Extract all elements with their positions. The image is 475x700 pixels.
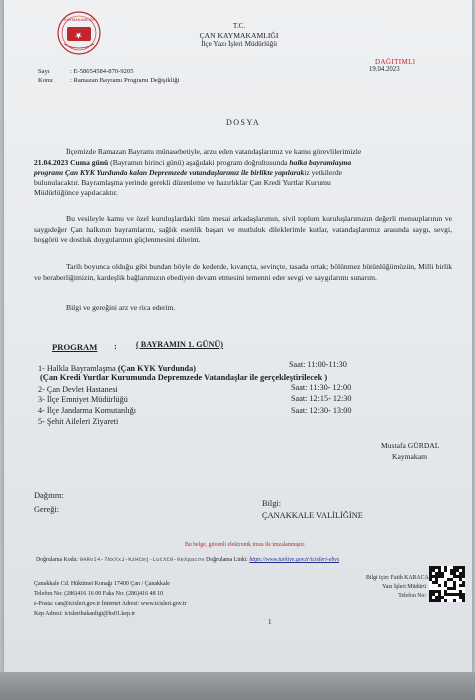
konu-label: Konu [38, 77, 53, 84]
bilgi-label: Bilgi: [262, 499, 282, 508]
program-item-3-time: Saat: 12:15- 12:30 [291, 394, 352, 403]
bilgi-recipient: ÇANAKKALE VALİLİĞİNE [262, 511, 363, 520]
sayi-label: Sayı [38, 68, 50, 75]
qr-module [462, 575, 465, 578]
program-item-1: 1- Halkla Bayramlaşma (Çan KYK Yurdunda) [38, 364, 196, 373]
qr-module [462, 599, 465, 602]
program-label: PROGRAM [52, 342, 98, 352]
document-date: 19.04.2023 [369, 66, 400, 73]
info-contact-role: Yazı İşleri Müdürü [382, 584, 426, 590]
qr-module [444, 599, 447, 602]
esign-note: Bu belge, güvenli elektronik imza ile imzalanmıştır. [185, 542, 306, 548]
paragraph-1-line-3: programı Çan KYK Yurdunda kalan Depremzede vatandaşlarımız ile birlikte yapılarakiz yetkilerde [34, 168, 342, 177]
footer-phone: Telefon No: (286)416 16 00 Faks No: (286)416 48 10 [34, 591, 164, 597]
paragraph-2: Bu vesileyle kamu ve özel kuruluşlardaki tüm mesai arkadaşlarımın, sivil toplum kuruluşlarımızın değerli mensuplarının ve saygıdeğer Çan halkının bayramlarını, sağlık esenlik başarı ve mutluluk dileklerimle kutlar, vatandaşlarımız arasında saygı, sevgi, hoşgörü ve dostluk duygularının güçlenmesini dilerim. [34, 214, 452, 245]
qr-module [444, 569, 447, 572]
paragraph-1-line-5: Müdürlüğünce yapılacaktır. [34, 188, 118, 197]
paragraph-1-line-1: İlçemizde Ramazan Bayramı münasebetiyle, arzu eden vatandaşlarımız ve kamu görevlilerimizle [66, 147, 362, 156]
qr-module [438, 599, 441, 602]
paragraph-1-line-4: bulunulacaktır. Bayramlaşma yerinde gerekli düzenleme ve hazırlıklar Çan Kredi Yurtlar Kurumu [34, 178, 331, 187]
program-item-3: 3- İlçe Emniyet Müdürlüğü [38, 395, 128, 404]
header-office: ÇAN KAYMAKAMLIĞI [199, 31, 279, 40]
svg-text:KAYMAKAMLIĞI: KAYMAKAMLIĞI [64, 17, 94, 22]
kaymakamlik-seal-logo [56, 10, 102, 56]
qr-module [438, 584, 441, 587]
program-item-1-note: (Çan Kredi Yurtlar Kurumunda Depremzede Vatandaşlar ile gerçekleştirilecek ) [40, 373, 328, 382]
background-surface [0, 672, 475, 700]
header-dept: İlçe Yazı İşleri Müdürlüğü [201, 40, 277, 48]
footer-address: Çanakkale Cd. Hükümet Konağı 17400 Çan / Çanakkale [34, 581, 170, 587]
page-number: 1 [268, 618, 272, 626]
program-item-2-time: Saat: 11:30- 12:00 [291, 383, 352, 392]
geregi-label: Gereği: [34, 505, 60, 514]
signer-name: Mustafa GÜRDAL [381, 441, 440, 450]
paragraph-1-line-2: 21.04.2023 Cuma günü (Bayramın birinci günü) aşağıdaki program doğrultusunda halka bayramlaşma [34, 158, 352, 167]
program-item-4: 4- İlçe Jandarma Komutanlığı [38, 406, 136, 415]
sayi-value: : E-58654584-870-9205 [70, 68, 134, 75]
qr-code [429, 566, 465, 602]
konu-value: : Ramazan Bayramı Programı Değişikliği [70, 77, 180, 84]
paragraph-4: Bilgi ve gereğini arz ve rica ederim. [66, 303, 176, 312]
document-title: DOSYA [226, 118, 261, 127]
qr-module [453, 599, 456, 602]
program-item-4-time: Saat: 12:30- 13:00 [291, 406, 352, 415]
footer-email: e-Posta: can@icisleri.gov.tr İnternet Adresi: www.icisleri.gov.tr [34, 601, 187, 607]
program-item-5: 5- Şehit Aileleri Ziyareti [38, 417, 119, 426]
signer-title: Kaymakam [392, 452, 428, 461]
qr-module [441, 575, 444, 578]
classification-stamp: DAĞITIMLI [375, 58, 416, 66]
footer-kep: Kep Adresi: icisleribakanligi@hs01.kep.tr [34, 611, 136, 617]
verification-link[interactable]: https://www.turkiye.gov.tr/icisleri-ebys [249, 557, 340, 563]
verification-code: 9ARvI4-7NxXxJ-KzHCmj-LutXC9-0eXpacov [79, 556, 205, 563]
program-colon: : [114, 342, 117, 351]
paragraph-3: Tarih boyunca olduğu gibi bundan böyle de kederde, kıvançta, sevinçte, tasada ortak; bölünmez bütünlüğümüzün, Milli birlik ve beraberliğimizin, kardeşlik bağlarımızın ebediyen devam etmesini temenni eder sevgi ve saygılarımı sunarım. [34, 262, 452, 282]
info-contact-name: Bilgi için: Fatih KARACA [366, 575, 429, 581]
program-item-2: 2- Çan Devlet Hastanesi [38, 385, 118, 394]
program-day: ( BAYRAMIN 1. GÜNÜ) [136, 340, 224, 349]
document-page [4, 0, 472, 672]
header-tc: T.C. [232, 22, 246, 30]
event-date: 21.04.2023 Cuma günü [34, 158, 109, 167]
dagitim-label: Dağıtım: [34, 491, 64, 500]
info-contact-phone: Telefon No: [398, 593, 426, 599]
verification-line: Doğrulama Kodu: 9ARvI4-7NxXxJ-KzHCmj-LutXC9-0eXpacov Doğrulama Linki: https://www.turkiye.gov.tr/icisleri-ebys [36, 556, 340, 563]
program-item-1-time: Saat: 11:00-11:30 [289, 360, 347, 369]
qr-module [462, 584, 465, 587]
qr-module [453, 587, 456, 590]
